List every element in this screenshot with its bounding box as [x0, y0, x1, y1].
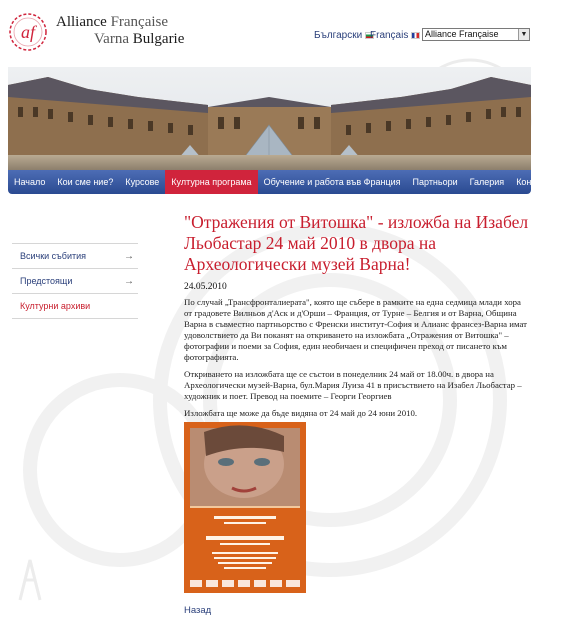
arrow-right-icon: →	[124, 275, 134, 287]
banner-image	[8, 67, 531, 170]
language-french-link[interactable]	[370, 30, 420, 41]
sidebar-item-label: Всички събития	[20, 251, 87, 261]
french-flag-icon	[411, 32, 420, 39]
site-select-value: Alliance Française	[425, 29, 499, 39]
brand-varna: Varna	[94, 31, 129, 47]
nav-item[interactable]: Обучение и работа във Франция	[263, 177, 401, 187]
brand-bulgarie: Bulgarie	[132, 31, 185, 47]
svg-text:af: af	[20, 22, 36, 42]
sidebar	[12, 243, 138, 319]
sidebar-item-label: Културни архиви	[20, 301, 91, 311]
nav-item[interactable]: Начало	[14, 177, 46, 187]
sidebar-item[interactable]	[12, 293, 138, 319]
language-french-label: Français	[370, 30, 409, 41]
alliance-francaise-logo[interactable]	[8, 12, 48, 52]
chevron-down-icon[interactable]: ▼	[518, 29, 529, 40]
back-link[interactable]: Назад	[184, 605, 212, 616]
sidebar-item-label: Предстоящи	[20, 276, 73, 286]
nav-item[interactable]: Контакти	[516, 177, 554, 187]
language-bulgarian-label: Български	[314, 30, 363, 41]
main-navigation	[8, 170, 554, 194]
site-select-dropdown[interactable]	[422, 28, 530, 41]
brand-alliance: Alliance	[56, 14, 107, 30]
event-poster-image[interactable]	[184, 422, 306, 593]
language-bulgarian-link[interactable]	[314, 30, 374, 41]
nav-item[interactable]: Галерия	[469, 177, 505, 187]
article-paragraph: Изложбата ще може да бъде видяна от 24 май до 24 юни 2010.	[184, 408, 418, 418]
nav-item[interactable]: Кои сме ние?	[57, 177, 114, 187]
article-date: 24.05.2010	[184, 282, 227, 292]
arrow-right-icon: →	[124, 250, 134, 262]
article-paragraph: По случай „Трансфронталиерата", която ще събере в рамките на една седмица млади хора от градовете Вилньов д'Аск и д'Орши – Франция, от Турне – Белгия и от Варна, Община Варна в съвместно партньорство с Френски институт-София и Алианс франсез-Варна имат удоволствието да Ви поканят на откриването на изложбата „Отражения от Витошка" – фотографии и поеми за София, един необичаен и специфичен преход от писането към фотографията.	[184, 297, 528, 362]
brand-name	[56, 14, 184, 48]
nav-item[interactable]: Културна програма	[165, 170, 257, 194]
article	[184, 212, 529, 442]
brand-francaise: Française	[110, 14, 169, 30]
article-title: "Отражения от Витошка" - изложба на Изабел Льобастар 24 май 2010 в двора на Археологически музей Варна!	[184, 212, 529, 274]
nav-item[interactable]: Партньори	[412, 177, 458, 187]
article-paragraph: Откриването на изложбата ще се състои в понеделник 24 май от 18.00ч. в двора на Археологически музей-Варна, бул.Мария Луиза 41 в присъствието на Изабел Льобастар – художник и поет. Превод на поемите – Георги Георгиев	[184, 369, 522, 401]
sidebar-item[interactable]	[12, 243, 138, 268]
sidebar-item[interactable]	[12, 268, 138, 293]
nav-item[interactable]: Курсове	[125, 177, 160, 187]
